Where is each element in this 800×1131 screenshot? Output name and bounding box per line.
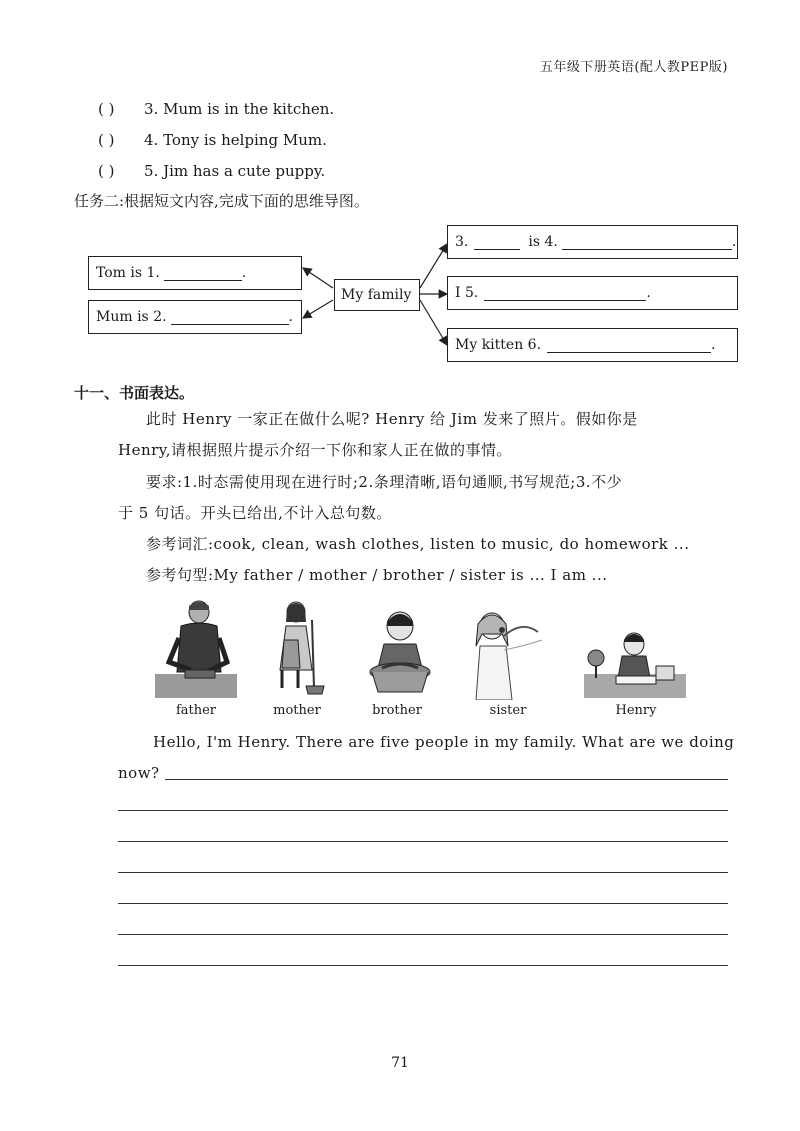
starter-line-2: now?	[118, 764, 160, 782]
page-number: 71	[391, 1055, 409, 1071]
item6-blank[interactable]	[547, 338, 711, 353]
requirement-line-1: 要求:1.时态需使用现在进行时;2.条理清晰,语句通顺,书写规范;3.不少	[146, 473, 623, 491]
item6-suffix: .	[711, 337, 716, 353]
prompt-line-1: 此时 Henry 一家正在做什么呢? Henry 给 Jim 发来了照片。假如你是	[146, 410, 638, 428]
writing-line[interactable]	[118, 903, 728, 904]
arrow-to-item6	[420, 300, 447, 345]
reference-pattern: 参考句型:My father / mother / brother / sister is ... I am ...	[146, 566, 608, 584]
requirement-line-2: 于 5 句话。开头已给出,不计入总句数。	[118, 504, 392, 522]
item3-middle: is 4.	[528, 234, 558, 250]
mum-blank[interactable]	[171, 310, 289, 325]
picture-label-father: father	[175, 703, 217, 718]
writing-line[interactable]	[118, 872, 728, 873]
item3-suffix: .	[731, 234, 737, 250]
picture-label-mother: mother	[273, 703, 321, 718]
writing-line[interactable]	[118, 965, 728, 966]
center-label: My family	[341, 287, 412, 303]
picture-label-henry: Henry	[615, 703, 657, 718]
henry-homework-illustration	[584, 628, 686, 700]
picture-label-sister: sister	[489, 703, 527, 718]
mind-map-item6-box	[447, 328, 738, 362]
item3-blank[interactable]	[474, 235, 520, 250]
writing-line[interactable]	[165, 779, 728, 780]
mind-map-center	[334, 279, 420, 311]
page-header: 五年级下册英语(配人教PEP版)	[539, 60, 728, 75]
brother-washing-clothes-illustration	[366, 606, 434, 698]
task2-instruction: 任务二:根据短文内容,完成下面的思维导图。	[74, 192, 369, 210]
writing-line[interactable]	[118, 841, 728, 842]
tf-item-text: 5. Jim has a cute puppy.	[144, 162, 326, 180]
arrow-to-mum	[303, 300, 333, 318]
item5-blank[interactable]	[484, 286, 646, 301]
section-title: 十一、书面表达。	[74, 384, 195, 402]
item5-suffix: .	[646, 285, 651, 301]
writing-line[interactable]	[118, 810, 728, 811]
answer-paren[interactable]: ( )	[98, 162, 115, 180]
item3-prefix: 3.	[455, 234, 469, 250]
tom-suffix: .	[241, 265, 247, 281]
picture-label-brother: brother	[372, 703, 422, 718]
answer-paren[interactable]: ( )	[98, 100, 115, 118]
arrow-to-item3	[420, 244, 447, 288]
tf-item-text: 3. Mum is in the kitchen.	[144, 100, 335, 118]
mind-map-item3-box	[447, 225, 738, 259]
mind-map-mum-box	[88, 300, 302, 334]
prompt-line-2: Henry,请根据照片提示介绍一下你和家人正在做的事情。	[118, 441, 513, 459]
mum-suffix: .	[288, 309, 293, 325]
tom-blank[interactable]	[164, 266, 242, 281]
item5-prefix: I 5.	[455, 285, 479, 301]
tf-item-text: 4. Tony is helping Mum.	[144, 131, 327, 149]
mother-cleaning-illustration	[268, 600, 328, 696]
tom-prefix: Tom is 1.	[96, 265, 160, 281]
starter-line-1: Hello, I'm Henry. There are five people in my family. What are we doing	[153, 733, 735, 751]
answer-paren[interactable]: ( )	[98, 131, 115, 149]
mum-prefix: Mum is 2.	[96, 309, 167, 325]
arrow-to-tom	[303, 268, 333, 288]
writing-line[interactable]	[118, 934, 728, 935]
mind-map-item5-box	[447, 276, 738, 310]
mind-map-tom-box	[88, 256, 302, 290]
sister-listening-music-illustration	[466, 606, 546, 700]
item6-prefix: My kitten 6.	[455, 337, 542, 353]
reference-vocab: 参考词汇:cook, clean, wash clothes, listen to music, do homework ...	[146, 535, 690, 553]
father-cooking-illustration	[155, 598, 237, 700]
item4-blank[interactable]	[562, 235, 732, 250]
